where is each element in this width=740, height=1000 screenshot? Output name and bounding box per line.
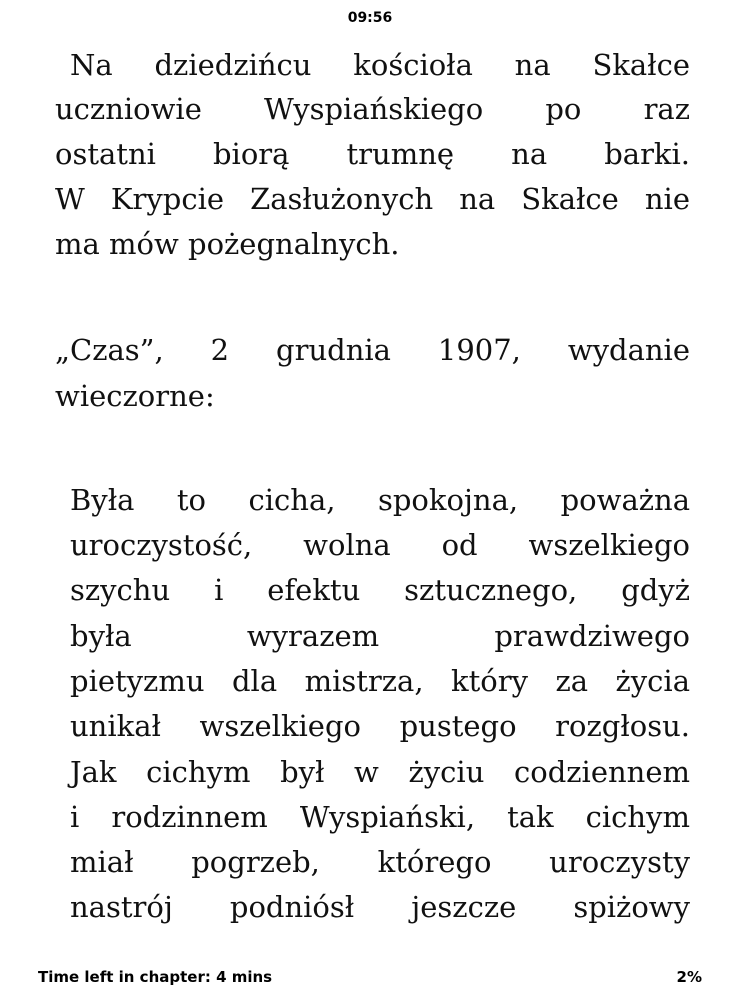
text-line: ostatni biorą trumnę na barki. (55, 137, 690, 171)
quote-line: uroczystość, wolna od wszelkiego (70, 528, 690, 562)
quote-line: Jak cichym był w życiu codziennem (70, 755, 690, 789)
text-line: „Czas”, 2 grudnia 1907, wydanie (55, 333, 690, 367)
time-left-in-chapter[interactable]: Time left in chapter: 4 mins (38, 968, 273, 986)
quote-line: miał pogrzeb, którego uroczysty (70, 845, 690, 879)
quote-line: pietyzmu dla mistrza, który za życia (70, 664, 690, 698)
quote-line: unikał wszelkiego pustego rozgłosu. (70, 709, 690, 743)
clock: 09:56 (347, 10, 393, 26)
quote-line: nastrój podniósł jeszcze spiżowy (70, 890, 690, 924)
status-bar (0, 8, 740, 32)
text-line: uczniowie Wyspiańskiego po raz (55, 92, 690, 126)
reading-progress[interactable]: 2% (676, 968, 702, 986)
text-line: ma mów pożegnalnych. (55, 227, 400, 261)
text-line: W Krypcie Zasłużonych na Skałce nie (55, 182, 690, 216)
book-page[interactable] (0, 42, 740, 942)
text-line: wieczorne: (55, 379, 215, 413)
quote-line: była wyrazem prawdziwego (70, 619, 690, 653)
quote-line: i rodzinnem Wyspiański, tak cichym (70, 800, 690, 834)
reading-footer (0, 968, 740, 992)
quote-line: Była to cicha, spokojna, poważna (70, 483, 690, 517)
quote-line: szychu i efektu sztucznego, gdyż (70, 573, 690, 607)
text-line: Na dziedzińcu kościoła na Skałce (70, 48, 690, 82)
